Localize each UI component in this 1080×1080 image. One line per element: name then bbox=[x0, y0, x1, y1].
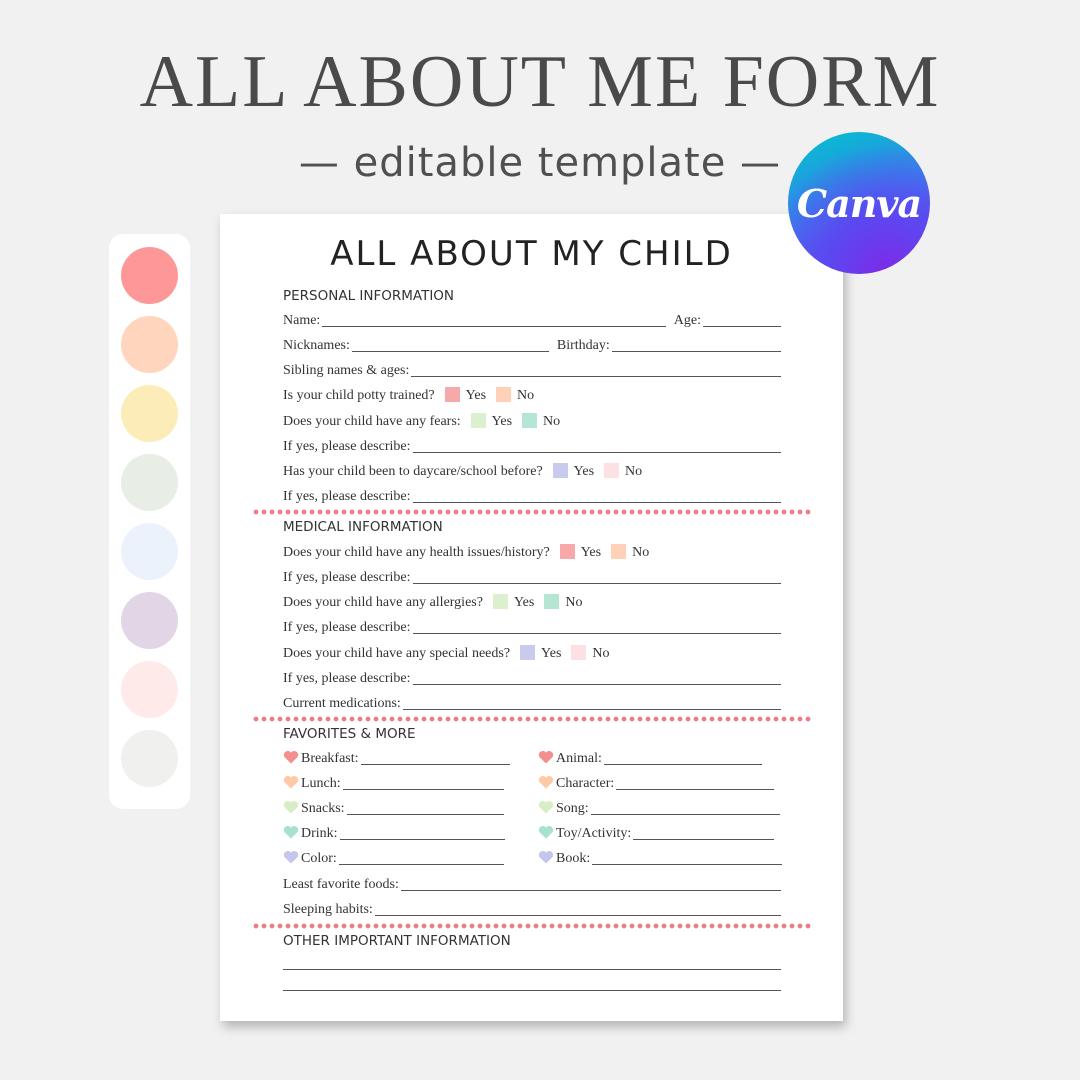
fears-yes-checkbox[interactable] bbox=[471, 413, 486, 428]
favorite-label: Breakfast: bbox=[301, 751, 359, 766]
swatch-coral[interactable] bbox=[121, 247, 178, 304]
special-no-label: No bbox=[592, 646, 610, 661]
favorite-field[interactable] bbox=[616, 777, 774, 790]
other-heading: OTHER IMPORTANT INFORMATION bbox=[283, 933, 511, 949]
health-label: Does your child have any health issues/history? bbox=[283, 545, 550, 560]
heart-icon bbox=[538, 775, 554, 789]
canva-badge bbox=[788, 132, 930, 274]
daycare-row bbox=[283, 460, 781, 480]
page-subtitle: — editable template — bbox=[298, 140, 782, 186]
potty-row bbox=[283, 384, 781, 404]
swatch-lilac[interactable] bbox=[121, 592, 178, 649]
potty-no-label: No bbox=[517, 388, 535, 403]
other-line-1[interactable] bbox=[283, 952, 781, 972]
favorite-label: Toy/Activity: bbox=[556, 826, 632, 841]
favorites-row bbox=[283, 772, 781, 792]
daycare-no-checkbox[interactable] bbox=[604, 463, 619, 478]
daycare-describe-field[interactable] bbox=[413, 490, 782, 503]
section-divider bbox=[252, 923, 812, 929]
favorites-heading: FAVORITES & MORE bbox=[283, 726, 416, 742]
health-yes-label: Yes bbox=[580, 545, 602, 560]
swatch-pink[interactable] bbox=[121, 661, 178, 718]
birthday-label: Birthday: bbox=[556, 338, 610, 353]
heart-icon bbox=[283, 850, 299, 864]
favorite-field[interactable] bbox=[591, 802, 780, 815]
sleeping-row bbox=[283, 898, 781, 918]
section-divider bbox=[252, 716, 812, 722]
favorite-label: Drink: bbox=[301, 826, 338, 841]
fears-describe-row bbox=[283, 435, 781, 455]
health-yes-checkbox[interactable] bbox=[560, 544, 575, 559]
special-yes-label: Yes bbox=[541, 646, 562, 661]
swatch-sage[interactable] bbox=[121, 454, 178, 511]
form-page bbox=[220, 214, 843, 1021]
medications-field[interactable] bbox=[403, 697, 781, 710]
allergies-row bbox=[283, 591, 781, 611]
swatch-peach[interactable] bbox=[121, 316, 178, 373]
daycare-describe-label: If yes, please describe: bbox=[283, 489, 411, 504]
medications-row bbox=[283, 692, 781, 712]
fears-label: Does your child have any fears: bbox=[283, 414, 461, 429]
form-title: ALL ABOUT MY CHILD bbox=[330, 234, 733, 274]
swatch-grey[interactable] bbox=[121, 730, 178, 787]
favorite-label: Snacks: bbox=[301, 801, 345, 816]
least-favorite-field[interactable] bbox=[401, 878, 781, 891]
heart-icon bbox=[538, 825, 554, 839]
favorite-label: Book: bbox=[556, 851, 591, 866]
health-describe-label: If yes, please describe: bbox=[283, 570, 411, 585]
fears-row bbox=[283, 410, 781, 430]
daycare-yes-label: Yes bbox=[573, 464, 595, 479]
heart-icon bbox=[538, 850, 554, 864]
name-field[interactable] bbox=[322, 314, 665, 327]
favorite-field[interactable] bbox=[347, 802, 504, 815]
birthday-field[interactable] bbox=[612, 339, 781, 352]
daycare-label: Has your child been to daycare/school before? bbox=[283, 464, 543, 479]
health-no-label: No bbox=[632, 545, 650, 560]
daycare-describe-row bbox=[283, 485, 781, 505]
medical-heading: MEDICAL INFORMATION bbox=[283, 519, 443, 535]
daycare-yes-checkbox[interactable] bbox=[553, 463, 568, 478]
personal-heading: PERSONAL INFORMATION bbox=[283, 288, 455, 304]
health-describe-field[interactable] bbox=[413, 571, 782, 584]
special-row bbox=[283, 642, 781, 662]
potty-label: Is your child potty trained? bbox=[283, 388, 435, 403]
special-label: Does your child have any special needs? bbox=[283, 646, 511, 661]
fears-describe-label: If yes, please describe: bbox=[283, 439, 411, 454]
allergies-no-checkbox[interactable] bbox=[544, 594, 559, 609]
allergies-yes-checkbox[interactable] bbox=[493, 594, 508, 609]
age-label: Age: bbox=[673, 313, 701, 328]
fears-yes-label: Yes bbox=[491, 414, 513, 429]
name-row bbox=[283, 309, 781, 329]
health-row bbox=[283, 541, 781, 561]
siblings-row bbox=[283, 359, 781, 379]
name-label: Name: bbox=[283, 313, 321, 328]
medications-label: Current medications: bbox=[283, 696, 401, 711]
color-palette bbox=[109, 234, 190, 809]
heart-icon bbox=[283, 825, 299, 839]
heart-icon bbox=[538, 800, 554, 814]
favorites-row bbox=[283, 797, 781, 817]
allergies-describe-label: If yes, please describe: bbox=[283, 620, 411, 635]
fears-no-checkbox[interactable] bbox=[522, 413, 537, 428]
sleeping-label: Sleeping habits: bbox=[283, 902, 373, 917]
nicknames-label: Nicknames: bbox=[283, 338, 350, 353]
special-describe-row bbox=[283, 667, 781, 687]
allergies-describe-field[interactable] bbox=[413, 621, 782, 634]
other-line-2[interactable] bbox=[283, 973, 781, 993]
favorite-field[interactable] bbox=[633, 827, 774, 840]
favorite-label: Animal: bbox=[556, 751, 602, 766]
swatch-yellow[interactable] bbox=[121, 385, 178, 442]
favorite-label: Color: bbox=[301, 851, 337, 866]
heart-icon bbox=[283, 775, 299, 789]
heart-icon bbox=[283, 750, 299, 764]
fears-no-label: No bbox=[543, 414, 561, 429]
allergies-describe-row bbox=[283, 616, 781, 636]
favorite-label: Character: bbox=[556, 776, 615, 791]
health-no-checkbox[interactable] bbox=[611, 544, 626, 559]
favorite-label: Song: bbox=[556, 801, 589, 816]
fears-describe-field[interactable] bbox=[413, 440, 782, 453]
heart-icon bbox=[538, 750, 554, 764]
favorite-field[interactable] bbox=[343, 777, 504, 790]
special-describe-field[interactable] bbox=[413, 672, 782, 685]
nicknames-field[interactable] bbox=[352, 339, 549, 352]
special-no-checkbox[interactable] bbox=[571, 645, 586, 660]
favorite-label: Lunch: bbox=[301, 776, 341, 791]
allergies-label: Does your child have any allergies? bbox=[283, 595, 483, 610]
potty-yes-checkbox[interactable] bbox=[445, 387, 460, 402]
section-divider bbox=[252, 509, 812, 515]
heart-icon bbox=[283, 800, 299, 814]
nicknames-row bbox=[283, 334, 781, 354]
favorite-field[interactable] bbox=[340, 827, 505, 840]
allergies-yes-label: Yes bbox=[513, 595, 535, 610]
canva-logo-text: Canva bbox=[796, 180, 922, 226]
page-title: ALL ABOUT ME FORM bbox=[139, 41, 941, 123]
potty-no-checkbox[interactable] bbox=[496, 387, 511, 402]
favorite-field[interactable] bbox=[339, 852, 504, 865]
sleeping-field[interactable] bbox=[375, 903, 781, 916]
special-yes-checkbox[interactable] bbox=[520, 645, 535, 660]
favorite-field[interactable] bbox=[604, 752, 762, 765]
swatch-blue[interactable] bbox=[121, 523, 178, 580]
daycare-no-label: No bbox=[625, 464, 643, 479]
favorite-field[interactable] bbox=[592, 852, 782, 865]
favorites-row bbox=[283, 747, 781, 767]
favorites-row bbox=[283, 847, 781, 867]
favorite-field[interactable] bbox=[361, 752, 510, 765]
least-favorite-label: Least favorite foods: bbox=[283, 877, 399, 892]
potty-yes-label: Yes bbox=[465, 388, 487, 403]
siblings-field[interactable] bbox=[411, 364, 781, 377]
health-describe-row bbox=[283, 566, 781, 586]
favorites-row bbox=[283, 822, 781, 842]
special-describe-label: If yes, please describe: bbox=[283, 671, 411, 686]
allergies-no-label: No bbox=[565, 595, 583, 610]
siblings-label: Sibling names & ages: bbox=[283, 363, 410, 378]
least-favorite-row bbox=[283, 873, 781, 893]
age-field[interactable] bbox=[703, 314, 781, 327]
